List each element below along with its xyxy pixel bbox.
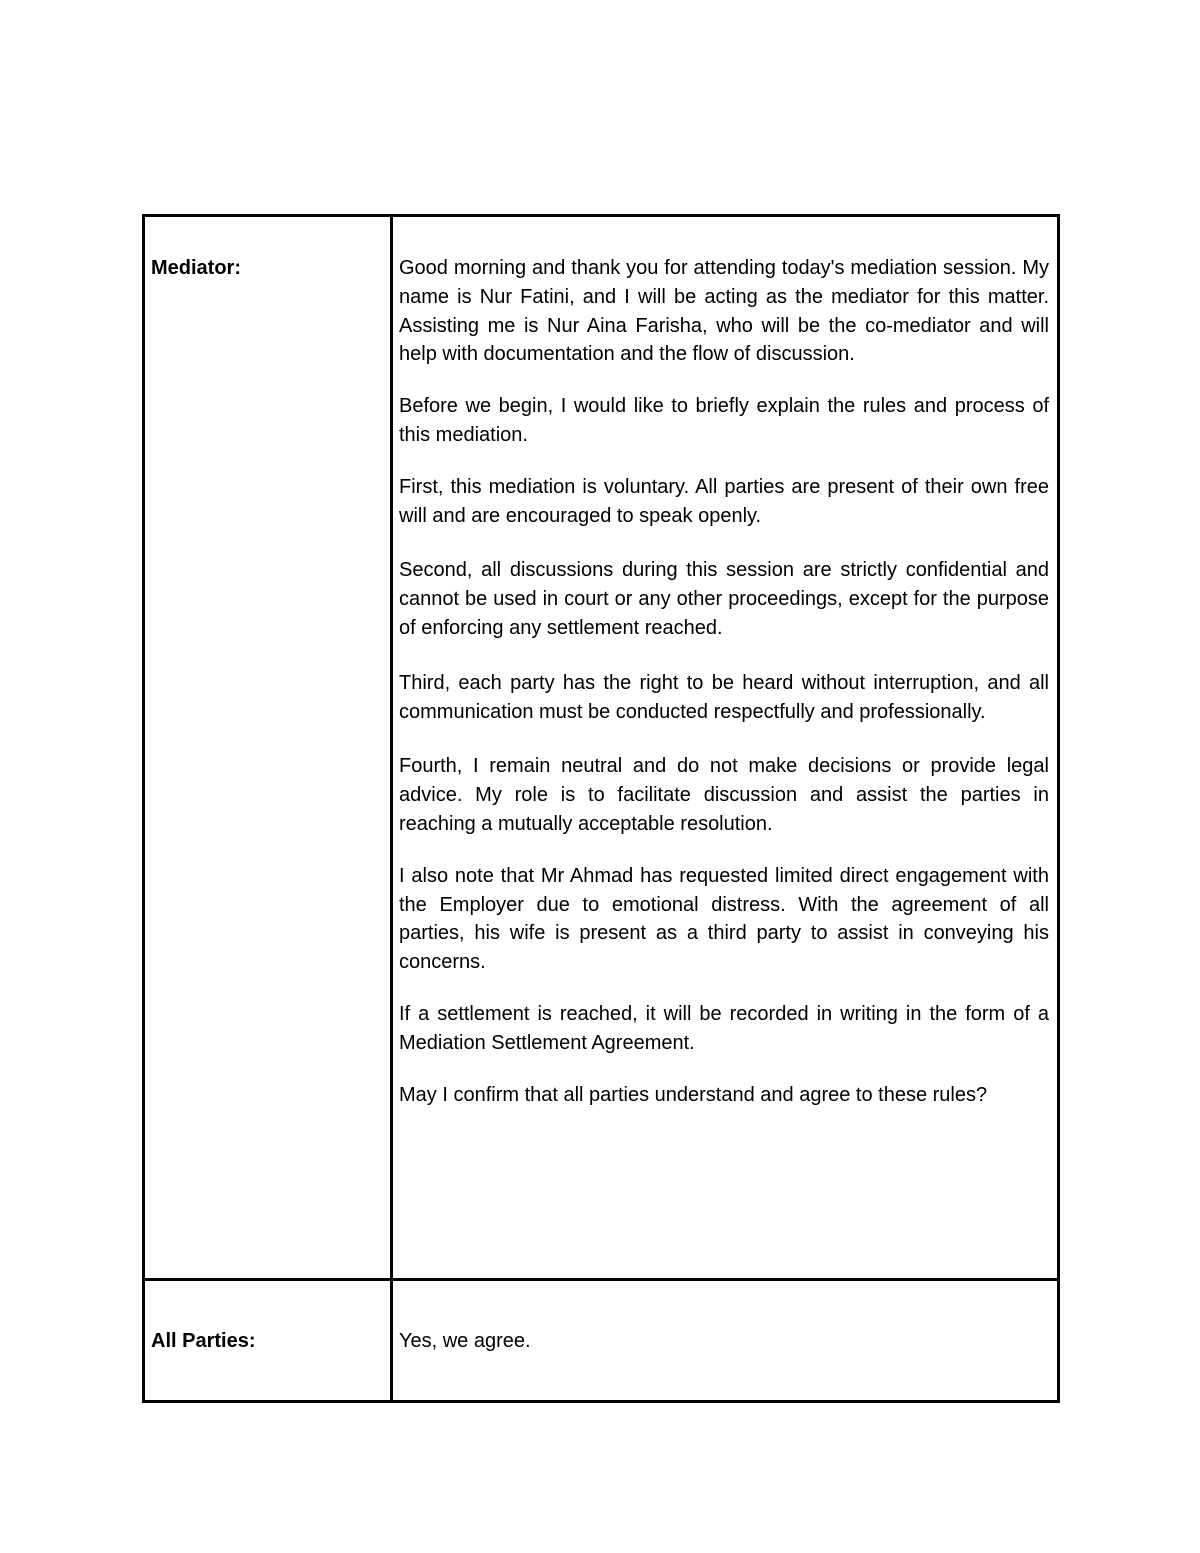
speech-paragraph: Good morning and thank you for attending today's mediation session. My name is Nur Fatini, and I will be acting as the mediator for this matter. Assisting me is Nur Aina Farisha, who will be the co-mediator and will help with documentation and the flow of discussion. <box>399 257 1049 366</box>
speech-paragraph: Before we begin, I would like to briefly explain the rules and process of this mediation. <box>399 395 1049 446</box>
speaker-label: Mediator: <box>151 257 241 279</box>
speech-cell <box>399 254 1049 1109</box>
speech-paragraph: If a settlement is reached, it will be recorded in writing in the form of a Mediation Settlement Agreement. <box>399 1002 1049 1054</box>
speech-paragraph: Second, all discussions during this session are strictly confidential and cannot be used in court or any other proceedings, except for the purpose of enforcing any settlement reached. <box>399 559 1049 639</box>
mediation-script-table <box>142 214 1060 1403</box>
table-row-mediator <box>145 217 1057 1281</box>
speech-paragraph: I also note that Mr Ahmad has requested limited direct engagement with the Employer due to emotional distress. With the agreement of all parties, his wife is present as a third party to assist in conveying his concerns. <box>399 864 1049 974</box>
table-row-all-parties <box>145 1281 1057 1403</box>
speech-paragraph: Yes, we agree. <box>399 1330 531 1352</box>
speech-paragraph: May I confirm that all parties understand and agree to these rules? <box>399 1083 988 1106</box>
speech-paragraph: First, this mediation is voluntary. All parties are present of their own free will and are encouraged to speak openly. <box>399 475 1049 527</box>
speech-cell <box>399 1327 1049 1356</box>
speech-paragraph: Third, each party has the right to be heard without interruption, and all communication must be conducted respectfully and professionally. <box>399 671 1049 723</box>
speech-paragraph: Fourth, I remain neutral and do not make decisions or provide legal advice. My role is to facilitate discussion and assist the parties in reaching a mutually acceptable resolution. <box>399 755 1049 835</box>
speaker-label: All Parties: <box>151 1330 256 1352</box>
